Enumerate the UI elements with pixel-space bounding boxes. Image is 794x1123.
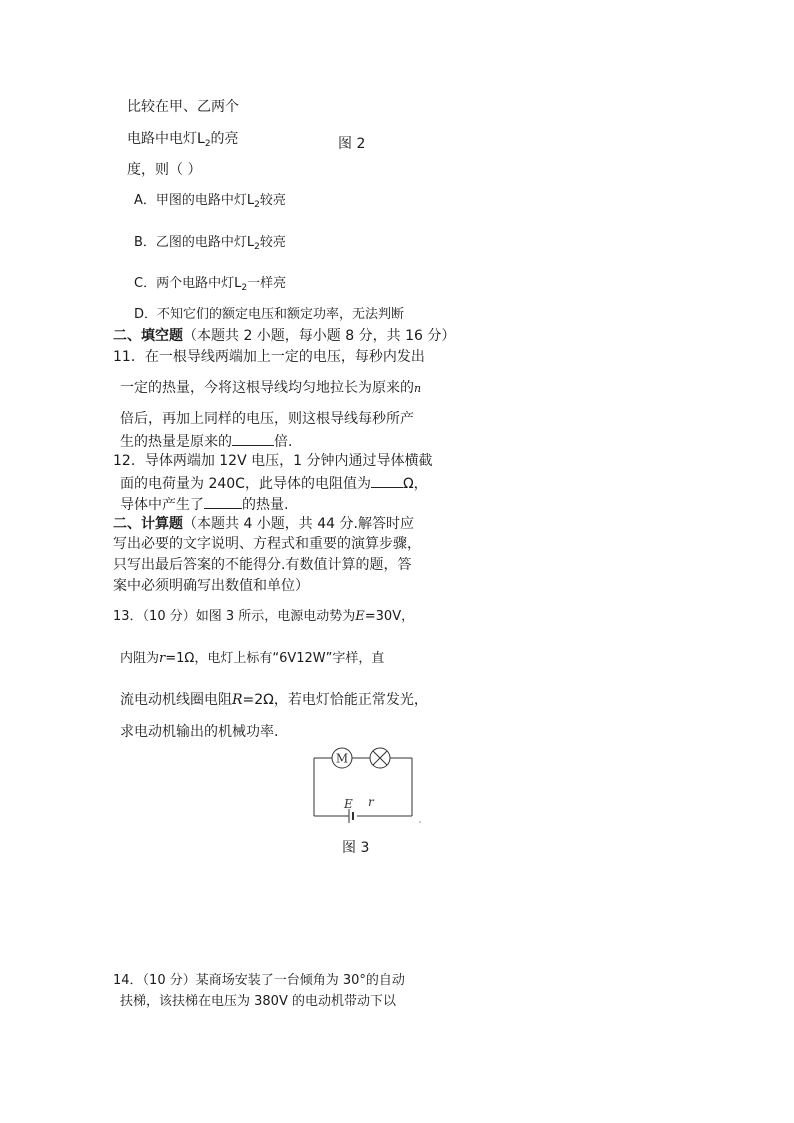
q14-line-1: 14．（10 分）某商场安装了一台倾角为 30°的自动 <box>113 973 405 988</box>
q12-line-3: 导体中产生了 的热量. <box>120 494 288 514</box>
internal-resistance-label: r <box>368 795 374 809</box>
q10-line-2: 电路中电灯$L_2$的亮 <box>127 131 239 149</box>
figure-3-label: 图 3 <box>342 840 370 856</box>
q10-line-3: 度，则（ ） <box>127 162 202 178</box>
section-3-line-3: 只写出最后答案的不能得分.有数值计算的题，答 <box>113 557 412 573</box>
q11-line-4: 生的热量是原来的 倍. <box>120 431 292 451</box>
q10-option-b: B．乙图的电路中灯$L_2$较亮 <box>134 235 286 252</box>
q14-line-2: 扶梯，该扶梯在电压为 380V 的电动机带动下以 <box>120 994 396 1009</box>
circuit-diagram <box>308 744 430 826</box>
q13-line-3: 流电动机线圈电阻R=2Ω，若电灯恰能正常发光， <box>120 692 428 708</box>
q10-line-1: 比较在甲、乙两个 <box>127 99 239 115</box>
q10-option-d: D．不知它们的额定电压和额定功率，无法判断 <box>134 307 405 322</box>
emf-label: E <box>344 797 353 811</box>
q10-option-a: A．甲图的电路中灯$L_2$较亮 <box>134 193 286 210</box>
motor-label: M <box>335 751 349 766</box>
stray-dot <box>419 821 421 823</box>
q12-line-2: 面的电荷量为 240C，此导体的电阻值为 Ω， <box>120 473 428 493</box>
q11-line-1: 11．在一根导线两端加上一定的电压，每秒内发出 <box>113 349 425 365</box>
q12-heat-blank[interactable] <box>204 494 242 509</box>
q11-answer-blank[interactable] <box>232 431 274 446</box>
q12-line-1: 12．导体两端加 12V 电压，1 分钟内通过导体横截 <box>113 453 433 469</box>
section-3-line-2: 写出必要的文字说明、方程式和重要的演算步骤， <box>113 536 421 552</box>
figure-2-label: 图 2 <box>338 136 366 152</box>
q13-line-1: 13．（10 分）如图 3 所示，电源电动势为E=30V， <box>113 609 415 624</box>
lamp-cross <box>373 751 387 765</box>
q10-option-c: C．两个电路中灯$L_2$一样亮 <box>134 276 287 293</box>
section-3-heading: 二、计算题（本题共 4 小题，共 44 分.解答时应 <box>113 516 414 532</box>
section-3-line-4: 案中必须明确写出数值和单位） <box>113 578 309 594</box>
q12-resistance-blank[interactable] <box>371 473 403 488</box>
q13-line-2: 内阻为r=1Ω，电灯上标有“6V12W”字样，直 <box>120 651 385 666</box>
q11-line-2: 一定的热量，今将这根导线均匀地拉长为原来的n <box>120 380 422 396</box>
q11-line-3: 倍后，再加上同样的电压，则这根导线每秒所产 <box>120 411 414 427</box>
q13-line-4: 求电动机输出的机械功率. <box>120 724 279 740</box>
section-2-heading: 二、填空题（本题共 2 小题，每小题 8 分，共 16 分） <box>113 328 456 344</box>
